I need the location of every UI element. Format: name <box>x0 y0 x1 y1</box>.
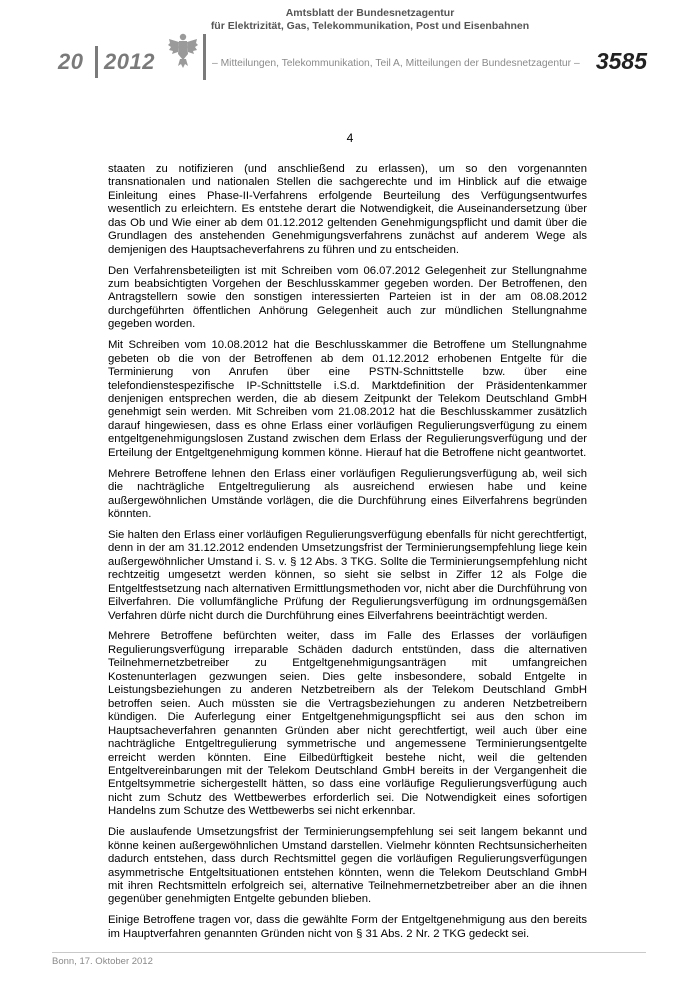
publication-title <box>200 7 540 33</box>
paragraph: Sie halten den Erlass einer vorläufigen Regulierungsverfügung ebenfalls für nicht gerechtfertigt, denn in der am 31.12.2012 endenden Umsetzungsfrist der Terminierungsempfehlung liege kein außergewöhnlicher Umstand i. S. v. § 12 Abs. 3 TKG. Sollte die Terminierungsempfehlung nicht rechtzeitig umgesetzt werden können, so sieht sie selbst in Ziffer 12 als Folge die Entgeltfestsetzung nach alternativen Ermittlungsmethoden vor, nicht aber die Durchführung von Eilverfahren. Die vollumfängliche Prüfung der Regulierungsverfügung im ordnungsgemäßen Verfahren dürfe nicht durch die Durchführung eines Eilverfahrens beeinträchtigt werden. <box>108 528 587 622</box>
header-divider <box>95 46 98 78</box>
paragraph: staaten zu notifizieren (und anschließend zu erlassen), um so den vorgenannten transnationalen und nationalen Stellen die sachgerechte und im Hinblick auf die etwaige Einleitung eines Phase-II-Verfahrens erfolgende Beurteilung des Verfügungsentwurfes wesentlich zu erleichtern. Es entstehe derart die Notwendigkeit, die Auseinandersetzung über das Ob und Wie einer ab dem 01.12.2012 geltenden Genehmigungspflicht und damit über die Grundlagen des anstehenden Genehmigungsverfahrens zunächst auf anderem Wege als demjenigen des Hauptsacheverfahrens zu führen und zu entscheiden. <box>108 163 587 256</box>
issue-number: 20 <box>58 49 84 74</box>
federal-eagle-icon <box>167 30 199 70</box>
paragraph: Einige Betroffene tragen vor, dass die gewählte Form der Entgeltgenehmigung aus den bereits im Hauptverfahren genannten Gründen nicht von § 31 Abs. 2 Nr. 2 TKG gedeckt sei. <box>108 914 587 940</box>
issue-year: 2012 <box>104 49 155 74</box>
paragraph: Die auslaufende Umsetzungsfrist der Terminierungsempfehlung sei seit langem bekannt und könne keinen außergewöhnlichen Umstand darstellen. Vielmehr könnten Rechtsunsicherheiten dadurch entstehen, dass durch Rechtsmittel gegen die vorläufigen Regulierungsverfügungen asymmetrische Entgeltsituationen entstehen könnten, wenn die Telekom Deutschland GmbH mit ihren Rechtsmitteln erfolgreich sei, alternative Teilnehmernetzbetreiber aber an die ihnen gegenüber genehmigten Entgelte gebunden blieben. <box>108 826 587 906</box>
publication-title-line-1: Amtsblatt der Bundesnetzagentur <box>285 7 455 19</box>
footer-divider <box>52 952 646 953</box>
paragraph: Mehrere Betroffene befürchten weiter, dass im Falle des Erlasses der vorläufigen Regulierungsverfügung irreparable Schäden dadurch entstünden, dass die alternativen Teilnehmernetzbetreiber zu Entgeltgenehmigungsanträgen mit umfangreichen Kostenunterlagen gezwungen seien. Dies gelte insbesondere, sobald Entgelte in Leistungsbeziehungen zu anderen Netzbetreibern als der Telekom Deutschland GmbH betroffen seien. Auch müssten sie die Vertragsbeziehungen zu anderen Netzbetreibern kündigen. Die Auferlegung einer Entgeltgenehmigungspflicht sei aus den schon im Hauptsacheverfahren genannten Gründen aber nicht gerechtfertigt, weil auch über eine nachträgliche Entgeltregulierung symmetrische und angemessene Terminierungsentgelte erreicht werden könnten. Eine Eilbedürftigkeit bestehe nicht, weil die geltenden Entgeltvereinbarungen mit der Telekom Deutschland GmbH bereits in der Vergangenheit die Entgeltsymmetrie sichergestellt hätten, so dass eine vorläufige Regulierungsverfügung auch nicht zum Schutz des Wettbewerbes erforderlich sei. Die Notwendigkeit eines sofortigen Handelns zum Schutze des Wettbewerbs sei nicht erkennbar. <box>108 630 587 818</box>
publication-title-line-2: für Elektrizität, Gas, Telekommunikation, Post und Eisenbahnen <box>210 20 530 32</box>
paragraph: Mehrere Betroffene lehnen den Erlass einer vorläufigen Regulierungsverfügung ab, weil sich die nachträgliche Entgeltregulierung als ausreichend erwiesen habe und keine außergewöhnlichen Umstände vorlägen, die die Durchführung eines Eilverfahrens begründen könnten. <box>108 467 587 521</box>
footer-date: Bonn, 17. Oktober 2012 <box>52 956 153 967</box>
header-divider-2 <box>203 34 206 80</box>
page-number: 3585 <box>595 48 647 74</box>
document-body <box>108 163 587 949</box>
paragraph: Mit Schreiben vom 10.08.2012 hat die Beschlusskammer die Betroffene um Stellungnahme gebeten ob die von der Betroffenen ab dem 01.12.2012 erhobenen Entgelte für die Terminierung von Anrufen über eine PSTN-Schnittstelle bzw. über eine telefondienstespezifische IP-Schnittstelle i.S.d. Marktdefinition der Präsidentenkammer denjenigen entsprechen werden, die ab diesem Zeitpunkt der Telekom Deutschland GmbH genehmigt sein werden. Mit Schreiben vom 21.08.2012 hat die Beschlusskammer zusätzlich darauf hingewiesen, dass es ohne Erlass einer vorläufigen Regulierungsverfügung zu einem entgeltgenehmigungslosen Zustand zwischen dem Erlass der Regulierungsverfügung und der Erteilung der Entgeltgenehmigung kommen könne. Hierauf hat die Betroffene nicht geantwortet. <box>108 339 587 459</box>
paragraph: Den Verfahrensbeteiligten ist mit Schreiben vom 06.07.2012 Gelegenheit zur Stellungnahme zum beabsichtigten Vorgehen der Beschlusskammer gegeben worden. Der Betroffenen, den Antragstellern sowie den sonstigen interessierten Parteien ist in der am 08.08.2012 durchgeführten öffentlichen Anhörung Gelegenheit auch zur mündlichen Stellungnahme gegeben worden. <box>108 264 587 331</box>
publication-subtitle: – Mitteilungen, Telekommunikation, Teil A, Mitteilungen der Bundesnetzagentur – <box>212 58 580 69</box>
inner-page-number: 4 <box>346 131 354 145</box>
page-header <box>0 0 700 100</box>
